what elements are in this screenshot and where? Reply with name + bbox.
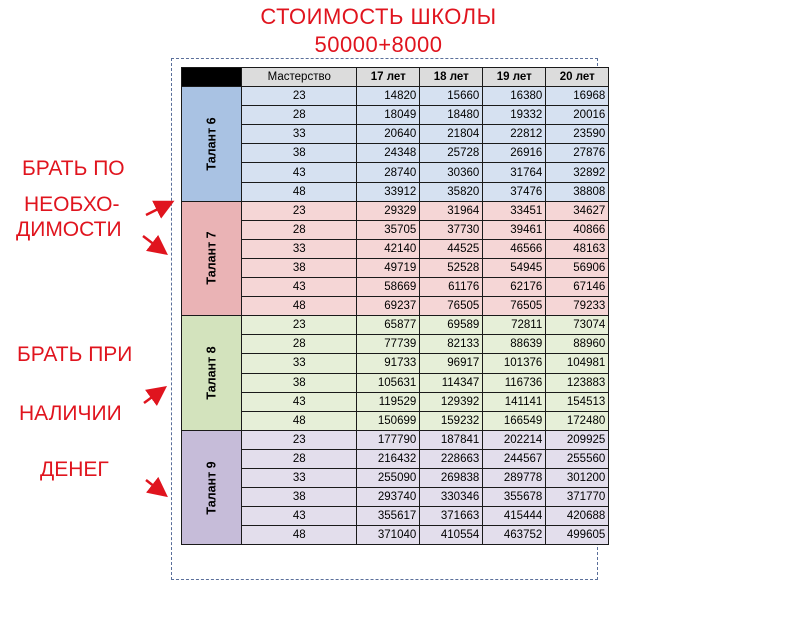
price-cell: 35820 (420, 182, 483, 201)
price-cell: 269838 (420, 468, 483, 487)
mastery-cell: 38 (242, 258, 357, 277)
price-cell: 18049 (357, 106, 420, 125)
price-cell: 202214 (483, 430, 546, 449)
price-cell: 61176 (420, 278, 483, 297)
price-cell: 76505 (420, 297, 483, 316)
mastery-cell: 23 (242, 430, 357, 449)
note-line: НАЛИЧИИ (19, 402, 122, 425)
price-cell: 54945 (483, 258, 546, 277)
mastery-cell: 43 (242, 278, 357, 297)
note-line: НЕОБХО- (24, 193, 120, 216)
price-cell: 21804 (420, 125, 483, 144)
price-cell: 18480 (420, 106, 483, 125)
price-cell: 79233 (546, 297, 609, 316)
column-header: Мастерство (242, 68, 357, 87)
price-cell: 32892 (546, 163, 609, 182)
price-cell: 22812 (483, 125, 546, 144)
price-cell: 119529 (357, 392, 420, 411)
price-cell: 166549 (483, 411, 546, 430)
price-cell: 105631 (357, 373, 420, 392)
price-cell: 415444 (483, 507, 546, 526)
mastery-cell: 33 (242, 239, 357, 258)
price-cell: 72811 (483, 316, 546, 335)
price-cell: 69589 (420, 316, 483, 335)
price-cell: 101376 (483, 354, 546, 373)
price-cell: 16968 (546, 87, 609, 106)
price-cell: 289778 (483, 468, 546, 487)
mastery-cell: 28 (242, 106, 357, 125)
column-header: 17 лет (357, 68, 420, 87)
price-cell: 76505 (483, 297, 546, 316)
price-cell: 216432 (357, 449, 420, 468)
price-cell: 20016 (546, 106, 609, 125)
price-cell: 49719 (357, 258, 420, 277)
mastery-cell: 38 (242, 373, 357, 392)
page-subtitle: 50000+8000 (314, 32, 443, 57)
price-cell: 91733 (357, 354, 420, 373)
mastery-cell: 43 (242, 507, 357, 526)
price-cell: 88639 (483, 335, 546, 354)
price-cell: 96917 (420, 354, 483, 373)
price-cell: 371040 (357, 526, 420, 545)
price-cell: 209925 (546, 430, 609, 449)
price-cell: 16380 (483, 87, 546, 106)
group-label: Талант 6 (204, 117, 219, 171)
group-label: Талант 9 (204, 460, 219, 515)
price-cell: 420688 (546, 507, 609, 526)
price-cell: 463752 (483, 526, 546, 545)
mastery-cell: 48 (242, 526, 357, 545)
price-cell: 330346 (420, 488, 483, 507)
price-cell: 141141 (483, 392, 546, 411)
price-cell: 104981 (546, 354, 609, 373)
price-cell: 244567 (483, 449, 546, 468)
price-cell: 48163 (546, 239, 609, 258)
price-cell: 150699 (357, 411, 420, 430)
price-cell: 355617 (357, 507, 420, 526)
page-title: СТОИМОСТЬ ШКОЛЫ (260, 4, 497, 29)
arrow-icon (146, 203, 170, 215)
price-cell: 58669 (357, 278, 420, 297)
group-label: Талант 8 (204, 346, 219, 400)
price-cell: 62176 (483, 278, 546, 297)
price-cell: 15660 (420, 87, 483, 106)
price-cell: 77739 (357, 335, 420, 354)
price-cell: 37730 (420, 220, 483, 239)
note-line: БРАТЬ ПО (22, 157, 125, 180)
price-cell: 14820 (357, 87, 420, 106)
price-cell: 88960 (546, 335, 609, 354)
mastery-cell: 33 (242, 354, 357, 373)
mastery-cell: 48 (242, 411, 357, 430)
column-header: 20 лет (546, 68, 609, 87)
price-cell: 301200 (546, 468, 609, 487)
price-cell: 123883 (546, 373, 609, 392)
arrow-icon (144, 389, 163, 403)
mastery-cell: 33 (242, 468, 357, 487)
price-cell: 159232 (420, 411, 483, 430)
price-cell: 69237 (357, 297, 420, 316)
mastery-cell: 23 (242, 316, 357, 335)
price-cell: 67146 (546, 278, 609, 297)
price-cell: 52528 (420, 258, 483, 277)
price-cell: 38808 (546, 182, 609, 201)
price-cell: 42140 (357, 239, 420, 258)
price-cell: 177790 (357, 430, 420, 449)
mastery-cell: 28 (242, 449, 357, 468)
group-label: Талант 7 (204, 231, 219, 286)
price-cell: 33912 (357, 182, 420, 201)
price-cell: 499605 (546, 526, 609, 545)
price-cell: 46566 (483, 239, 546, 258)
mastery-cell: 43 (242, 392, 357, 411)
price-cell: 293740 (357, 488, 420, 507)
price-cell: 23590 (546, 125, 609, 144)
price-cell: 56906 (546, 258, 609, 277)
price-cell: 187841 (420, 430, 483, 449)
price-cell: 28740 (357, 163, 420, 182)
mastery-cell: 28 (242, 220, 357, 239)
price-cell: 26916 (483, 144, 546, 163)
column-header: 18 лет (420, 68, 483, 87)
price-cell: 40866 (546, 220, 609, 239)
price-cell: 39461 (483, 220, 546, 239)
price-cell: 172480 (546, 411, 609, 430)
price-cell: 35705 (357, 220, 420, 239)
note-line: БРАТЬ ПРИ (17, 343, 133, 366)
mastery-cell: 43 (242, 163, 357, 182)
price-cell: 25728 (420, 144, 483, 163)
price-cell: 255560 (546, 449, 609, 468)
price-cell: 355678 (483, 488, 546, 507)
price-cell: 73074 (546, 316, 609, 335)
price-cell: 34627 (546, 201, 609, 220)
arrow-icon (143, 236, 164, 252)
note-line: ДИМОСТИ (16, 218, 122, 241)
price-cell: 24348 (357, 144, 420, 163)
price-cell: 65877 (357, 316, 420, 335)
mastery-cell: 48 (242, 297, 357, 316)
price-cell: 154513 (546, 392, 609, 411)
note-line: ДЕНЕГ (40, 458, 109, 481)
mastery-cell: 23 (242, 87, 357, 106)
mastery-cell: 28 (242, 335, 357, 354)
price-cell: 371663 (420, 507, 483, 526)
price-cell: 228663 (420, 449, 483, 468)
price-cell: 37476 (483, 182, 546, 201)
price-cell: 29329 (357, 201, 420, 220)
arrow-icon (146, 480, 164, 494)
mastery-cell: 48 (242, 182, 357, 201)
price-cell: 31764 (483, 163, 546, 182)
price-cell: 129392 (420, 392, 483, 411)
column-header: 19 лет (483, 68, 546, 87)
price-cell: 20640 (357, 125, 420, 144)
price-cell: 19332 (483, 106, 546, 125)
price-cell: 255090 (357, 468, 420, 487)
price-cell: 33451 (483, 201, 546, 220)
price-cell: 27876 (546, 144, 609, 163)
price-cell: 82133 (420, 335, 483, 354)
price-cell: 116736 (483, 373, 546, 392)
mastery-cell: 23 (242, 201, 357, 220)
price-cell: 44525 (420, 239, 483, 258)
price-cell: 371770 (546, 488, 609, 507)
mastery-cell: 38 (242, 488, 357, 507)
price-cell: 114347 (420, 373, 483, 392)
price-cell: 30360 (420, 163, 483, 182)
price-cell: 410554 (420, 526, 483, 545)
mastery-cell: 33 (242, 125, 357, 144)
mastery-cell: 38 (242, 144, 357, 163)
price-cell: 31964 (420, 201, 483, 220)
